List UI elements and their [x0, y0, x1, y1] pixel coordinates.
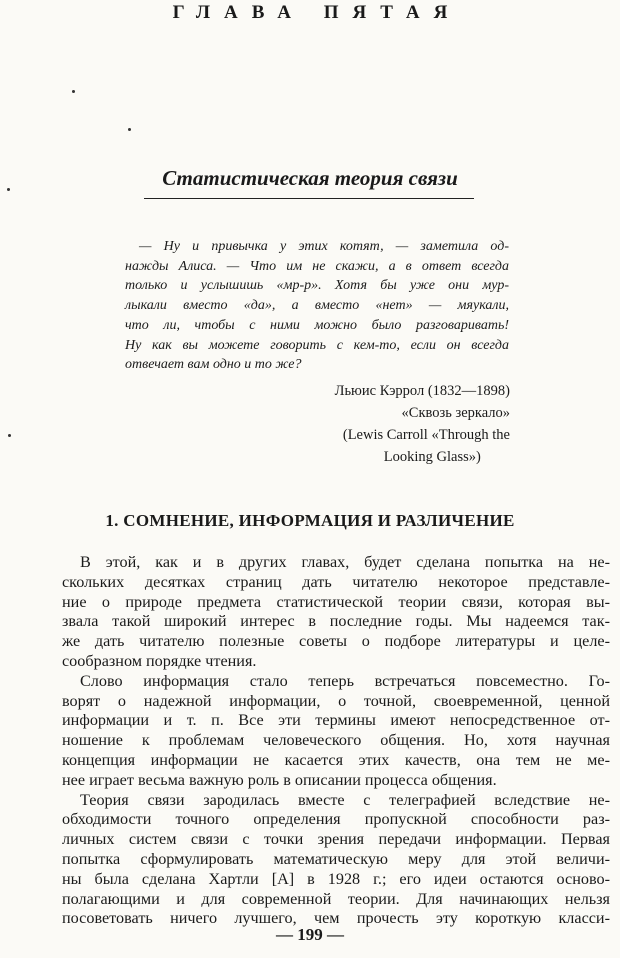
epigraph-line: лыкали вместо «да», а вместо «нет» — мяукали, — [125, 298, 509, 314]
body-line: Слово информация стало теперь встречаться повсеместно. Го- — [80, 671, 610, 690]
scan-speck — [7, 188, 10, 191]
body-line: же дать читателю полезные советы о подборе литературы и целе- — [62, 632, 610, 651]
epigraph-line: отвечает вам одно и то же? — [125, 357, 302, 373]
body-line: нее играет весьма важную роль в описании процесса общения. — [62, 770, 497, 789]
body-line: обходимости точного определения пропускной способности раз- — [62, 810, 610, 829]
page-number: — 199 — — [276, 925, 344, 944]
epigraph-line: Ну как вы можете говорить с кем-то, если он всегда — [125, 337, 509, 353]
scan-speck — [128, 128, 131, 131]
body-line: сообразном порядке чтения. — [62, 651, 257, 670]
section-title: Статистическая теория связи — [162, 166, 458, 190]
epigraph-line: что ли, чтобы с ними можно было разговаривать! — [125, 317, 509, 333]
attribution-line: Looking Glass») — [383, 449, 481, 465]
body-line: посоветовать ничего лучшего, чем прочесть эту короткую класси- — [62, 909, 610, 928]
body-line: ние о природе предмета статистической теории связи, которая вы- — [62, 592, 610, 611]
epigraph-line: только и услышишь «мр-р». Хотя бы уже они мур- — [125, 278, 509, 294]
attribution-line: «Сквозь зеркало» — [401, 405, 510, 421]
epigraph-attribution — [335, 380, 510, 468]
chapter-title: ГЛАВА ПЯТАЯ — [172, 2, 462, 23]
scan-speck — [72, 90, 75, 93]
attribution-line: Льюис Кэррол (1832—1898) — [334, 383, 510, 399]
title-underline — [144, 198, 474, 199]
body-line: личных систем связи с точки зрения передачи информации. Первая — [62, 830, 610, 849]
body-line: звала такой широкий интерес в последние годы. Мы надеемся так- — [62, 612, 610, 631]
body-line: полагающими и для современной теории. Для начинающих нельзя — [62, 889, 610, 908]
epigraph — [125, 237, 509, 375]
body-line: Теория связи зародилась вместе с телеграфией вследствие не- — [80, 790, 610, 809]
body-line: ворят о надежной информации, о точной, своевременной, ценной — [62, 691, 610, 710]
body-line: попытка сформулировать математическую меру для этой величи- — [62, 849, 610, 868]
body-line: информации и т. п. Все эти термины имеют непосредственное от- — [62, 711, 610, 730]
section-heading: 1. СОМНЕНИЕ, ИНФОРМАЦИЯ И РАЗЛИЧЕНИЕ — [105, 511, 515, 530]
epigraph-line: нажды Алиса. — Что им не скажи, а в ответ всегда — [125, 258, 509, 274]
attribution-line: (Lewis Carroll «Through the — [342, 427, 510, 443]
body-line: ношение к проблемам человеческого общения. Но, хотя научная — [62, 731, 610, 750]
scan-speck — [8, 434, 11, 437]
body-line: В этой, как и в других главах, будет сделана попытка на не- — [80, 553, 610, 571]
body-text — [62, 553, 610, 929]
body-line: скольких десятках страниц дать читателю некоторое представле- — [62, 572, 610, 591]
body-line: ны была сделана Хартли [А] в 1928 г.; его идеи остаются осново- — [62, 869, 610, 888]
epigraph-line: — Ну и привычка у этих котят, — заметила од- — [139, 239, 509, 254]
body-line: концепция информации не касается этих качеств, она тем не ме- — [62, 750, 610, 769]
